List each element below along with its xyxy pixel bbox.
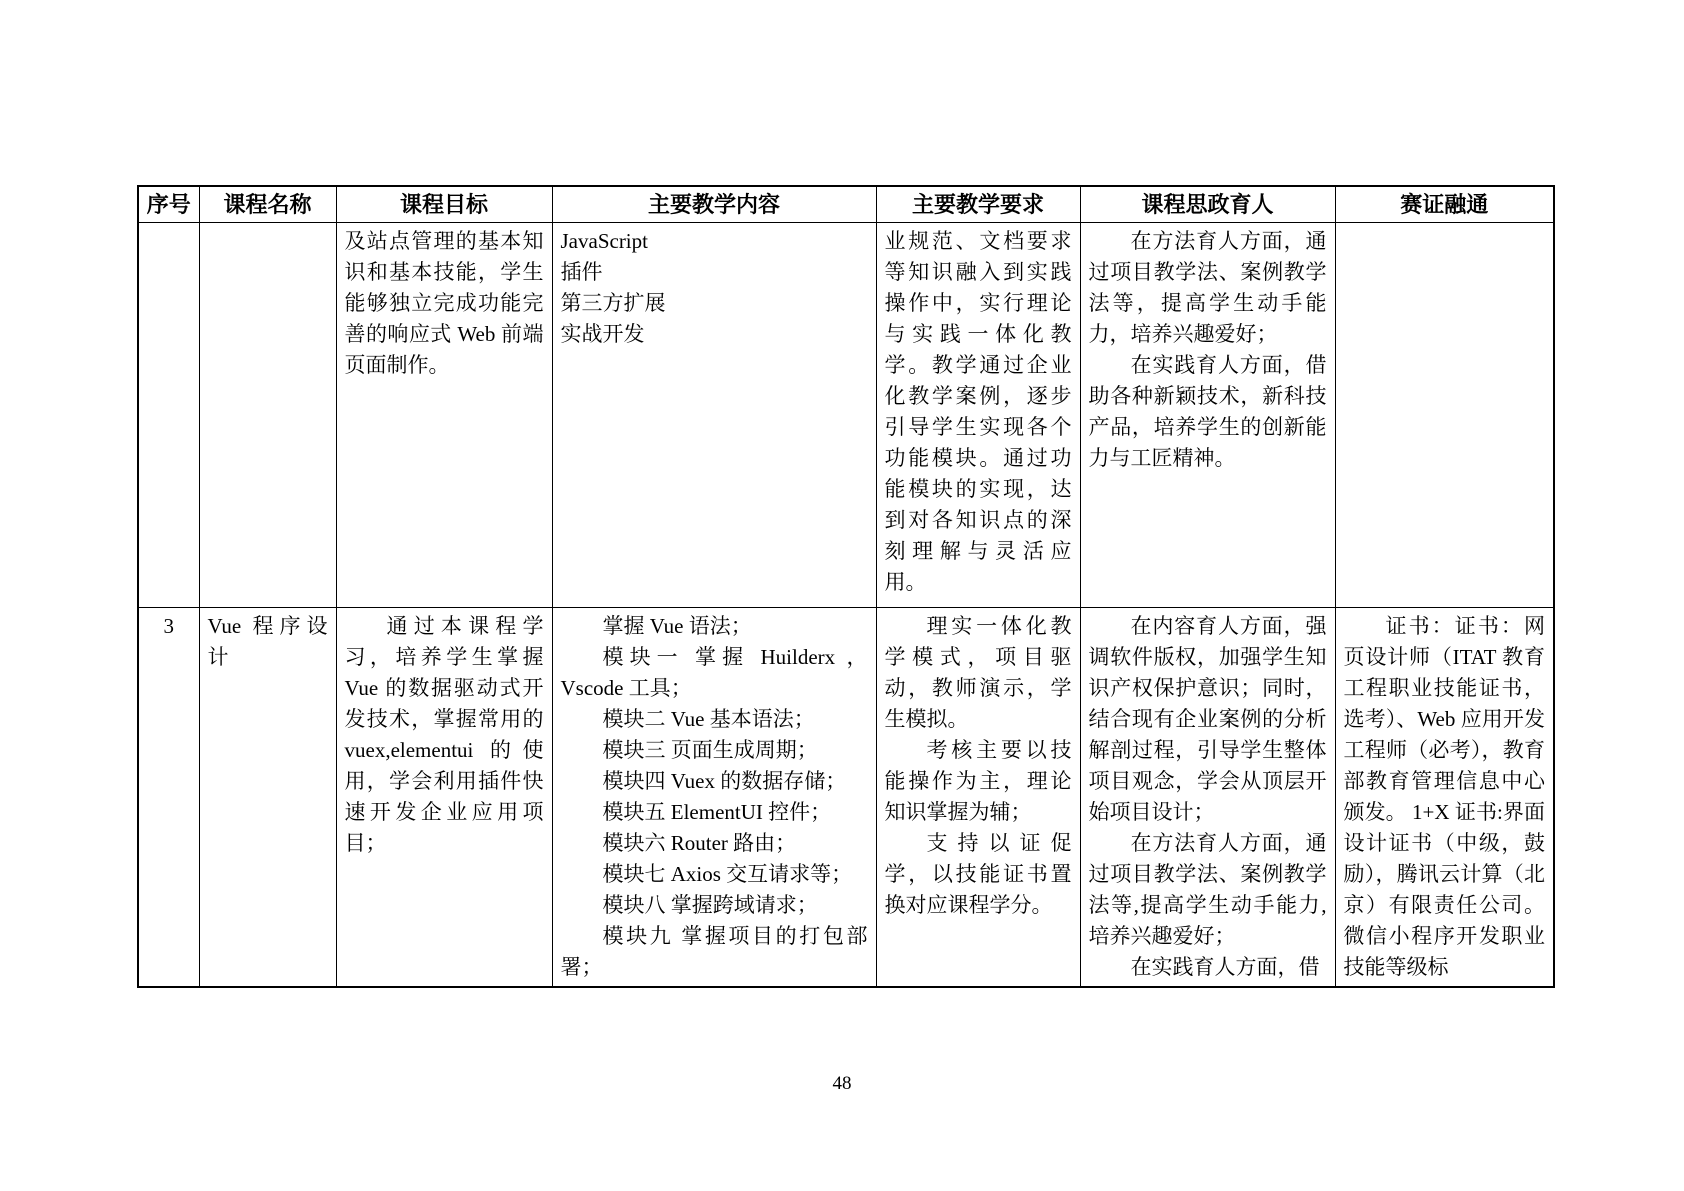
paragraph: 模块七 Axios 交互请求等； — [602, 862, 853, 886]
paragraph: 插件 — [560, 260, 603, 284]
cell-ideology — [1080, 608, 1335, 988]
paragraph: 及站点管理的基本知识和基本技能，学生能够独立完成功能完善的响应式 Web 前端页面制作。 — [344, 229, 544, 377]
paragraph: 模块四 Vuex 的数据存储； — [602, 769, 847, 793]
cell-seq — [138, 223, 199, 608]
course-syllabus-table — [137, 185, 1555, 988]
paragraph: 证书：证书：网页设计师（ITAT 教育工程职业技能证书，选考）、Web 应用开发工程师（必考），教育部教育管理信息中心颁发。 1+X 证书:界面设计证书（中级，鼓励），腾讯云计算（北京）有限责任公司。微信小程序开发职业技能等级标 — [1343, 614, 1545, 979]
paragraph: 模块九 掌握项目的打包部署； — [560, 924, 868, 979]
header-ideology: 课程思政育人 — [1080, 186, 1335, 223]
cell-requirements — [876, 223, 1080, 608]
paragraph: 支持以证促学，以技能证书置换对应课程学分。 — [884, 831, 1072, 917]
header-seq: 序号 — [138, 186, 199, 223]
cell-seq: 3 — [138, 608, 199, 988]
table-header-row — [138, 186, 1554, 223]
paragraph: 模块八 掌握跨域请求； — [602, 893, 818, 917]
paragraph: 模块一 掌握 Huilderx ，Vscode 工具； — [560, 645, 868, 700]
paragraph: 在实践育人方面，借助各种新颖技术，新科技产品，培养学生的创新能力与工匠精神。 — [1088, 353, 1327, 470]
paragraph: 模块五 ElementUI 控件； — [602, 800, 832, 824]
cell-objectives — [336, 223, 552, 608]
paragraph: 考核主要以技能操作为主，理论知识掌握为辅； — [884, 738, 1072, 824]
paragraph: 通过本课程学习，培养学生掌握 Vue 的数据驱动式开发技术，掌握常用的 vuex,elementui 的使用，学会利用插件快速开发企业应用项目； — [344, 614, 544, 855]
cell-objectives — [336, 608, 552, 988]
page-number: 48 — [832, 1073, 852, 1094]
paragraph: 业规范、文档要求等知识融入到实践操作中，实行理论与实践一体化教学。教学通过企业化教学案例，逐步引导学生实现各个功能模块。通过功能模块的实现，达到对各知识点的深刻理解与灵活应用。 — [884, 229, 1072, 594]
cell-course-name — [199, 223, 336, 608]
cell-content — [552, 608, 876, 988]
cell-course-name: Vue 程序设计 — [199, 608, 336, 988]
paragraph: JavaScript — [560, 229, 648, 253]
paragraph: 模块二 Vue 基本语法； — [602, 707, 815, 731]
header-certification: 赛证融通 — [1335, 186, 1554, 223]
paragraph: 理实一体化教学模式，项目驱动，教师演示，学生模拟。 — [884, 614, 1072, 731]
cell-requirements — [876, 608, 1080, 988]
header-objectives: 课程目标 — [336, 186, 552, 223]
paragraph: 掌握 Vue 语法； — [602, 614, 752, 638]
paragraph: 在方法育人方面，通过项目教学法、案例教学法等,提高学生动手能力,培养兴趣爱好； — [1088, 831, 1327, 948]
paragraph: 模块三 页面生成周期； — [602, 738, 818, 762]
paragraph: 实战开发 — [560, 322, 645, 346]
cell-certification — [1335, 223, 1554, 608]
paragraph: 第三方扩展 — [560, 291, 666, 315]
table-row — [138, 223, 1554, 608]
table-row — [138, 608, 1554, 988]
paragraph: 在实践育人方面，借 — [1130, 955, 1320, 979]
paragraph: 在方法育人方面，通过项目教学法、案例教学法等，提高学生动手能力，培养兴趣爱好； — [1088, 229, 1327, 346]
paragraph: 模块六 Router 路由； — [602, 831, 797, 855]
cell-ideology — [1080, 223, 1335, 608]
header-course-name: 课程名称 — [199, 186, 336, 223]
paragraph: 在内容育人方面，强调软件版权，加强学生知识产权保护意识；同时，结合现有企业案例的分析解剖过程，引导学生整体项目观念，学会从顶层开始项目设计； — [1088, 614, 1327, 824]
cell-content — [552, 223, 876, 608]
cell-certification — [1335, 608, 1554, 988]
header-content: 主要教学内容 — [552, 186, 876, 223]
header-requirements: 主要教学要求 — [876, 186, 1080, 223]
